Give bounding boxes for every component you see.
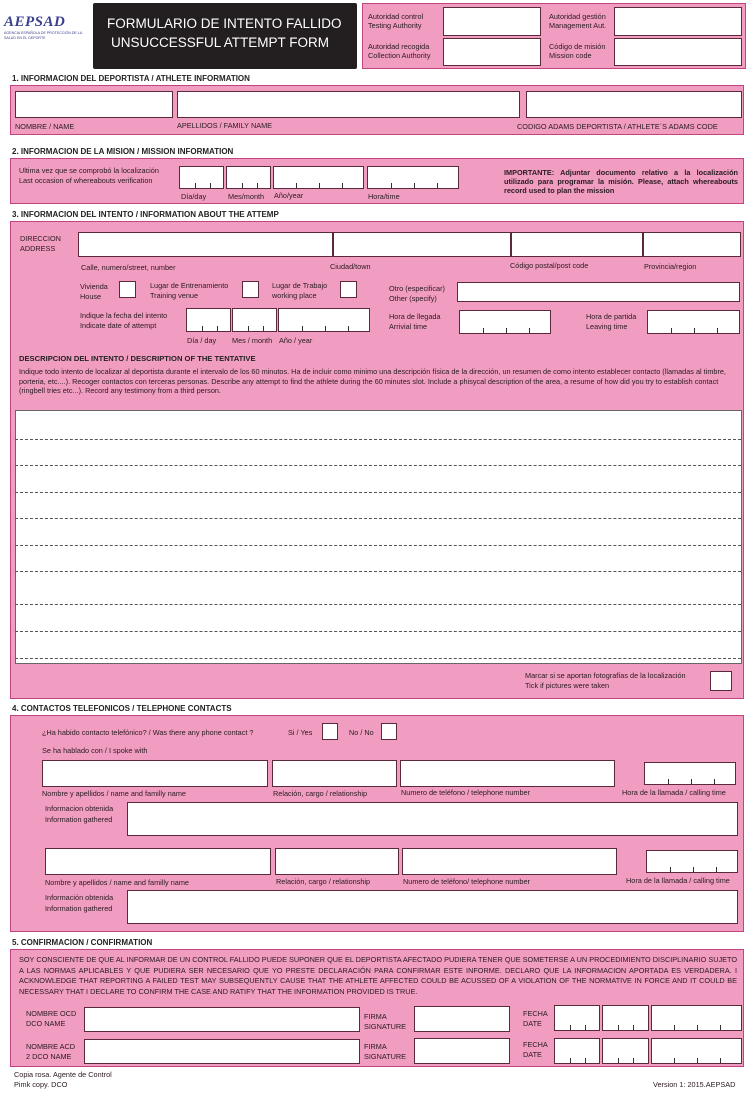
contact1-name-field[interactable] <box>42 760 268 787</box>
date2-year-field[interactable] <box>651 1038 742 1064</box>
section-3-title: 3. INFORMACION DEL INTENTO / INFORMATION ABOUT THE ATTEMP <box>12 210 279 219</box>
no-checkbox[interactable] <box>381 723 397 740</box>
working-place-checkbox[interactable] <box>340 281 357 298</box>
last-verification-year-field[interactable] <box>273 166 364 189</box>
athlete-family-name-label: APELLIDOS / FAMILY NAME <box>177 121 273 130</box>
description-field[interactable] <box>15 410 742 664</box>
contact2-calling-time-field[interactable] <box>646 850 738 873</box>
contact1-calling-time-label: Hora de la llamada / calling time <box>622 788 726 797</box>
contact1-relationship-label: Relación, cargo / relationship <box>273 789 368 798</box>
description-title: DESCRIPCION DEL INTENTO / DESCRIPTION OF THE TENTATIVE <box>19 354 256 363</box>
logo <box>4 14 90 50</box>
house-label: Vivienda House <box>80 282 108 301</box>
yes-checkbox[interactable] <box>322 723 338 740</box>
spoke-with-label: Se ha hablado con / I spoke with <box>42 746 148 755</box>
signature1-label: FIRMA SIGNATURE <box>364 1012 407 1031</box>
attempt-month-field[interactable] <box>232 308 277 332</box>
management-authority-label: Autoridad gestión Management Aut. <box>549 12 607 30</box>
athlete-adams-code-label: CODIGO ADAMS DEPORTISTA / ATHLETE´S ADAMS CODE <box>517 122 718 131</box>
date1-year-field[interactable] <box>651 1005 742 1031</box>
attempt-year-label: Año / year <box>279 336 313 345</box>
date1-day-field[interactable] <box>554 1005 600 1031</box>
section-2-title: 2. INFORMACION DE LA MISION / MISSION INFORMATION <box>12 147 234 156</box>
day-label: Día/day <box>181 192 207 201</box>
signature2-label: FIRMA SIGNATURE <box>364 1042 407 1061</box>
date2-day-field[interactable] <box>554 1038 600 1064</box>
province-label: Provincia/region <box>644 262 697 271</box>
photos-label: Marcar si se aportan fotografías de la localización Tick if pictures were taken <box>525 671 686 690</box>
contact2-name-label: Nombre y apellidos / name and familly name <box>45 878 189 887</box>
leaving-time-field[interactable] <box>647 310 740 334</box>
footer-copy-note: Copia rosa. Agente de Control Pimk copy. DCO <box>14 1070 112 1089</box>
contact2-name-field[interactable] <box>45 848 271 875</box>
attempt-day-label: Día / day <box>187 336 217 345</box>
year-label: Año/year <box>274 191 304 200</box>
contact2-calling-time-label: Hora de la llamada / calling time <box>626 876 730 885</box>
attempt-month-label: Mes / month <box>232 336 273 345</box>
last-verification-time-field[interactable] <box>367 166 459 189</box>
last-verification-month-field[interactable] <box>226 166 271 189</box>
attempt-year-field[interactable] <box>278 308 370 332</box>
section-4-title: 4. CONTACTOS TELEFONICOS / TELEPHONE CONTACTS <box>12 704 232 713</box>
signature1-field[interactable] <box>414 1006 510 1032</box>
mission-code-label: Código de misión Mission code <box>549 42 606 60</box>
contact1-info-field[interactable] <box>127 802 738 836</box>
testing-authority-label: Autoridad control Testing Authority <box>368 12 424 30</box>
confirmation-statement: SOY CONSCIENTE DE QUE AL INFORMAR DE UN CONTROL FALLIDO PUEDE SUPONER QUE EL DEPORTISTA AFECTADO PUDIERA TENER QUE SOMETERSE A UN PROCEDIMIENTO DISCIPLINARIO SUJETO A LAS NORMAS APLICABLES Y QUE PUDIERA SER NECESARIO QUE YO PRESTE DECLARACIÓN PARA CONFIRMAR ESTE INFORME. DECLARO QUE LA INFORMACION APORTADA ES VERDADERA. I ACKNOWLEDGE THAT REPORTING A FAILED TEST MAY SUBSEQUENTLY CAUSE THAT THE ATHLETE AFFECTED COULD BE ACUSSED OF A VIOLATION OF THE NORMATIVE IN FORCE AND IT COULD BE NECESSARY THAT I DECLARE TO CONFIRM THE CASE AND RATIFY THAT THE INFORMATION PROVIDED IS TRUE. <box>19 955 737 996</box>
collection-authority-field[interactable] <box>443 38 541 66</box>
contact2-info-field[interactable] <box>127 890 738 924</box>
dco1-name-field[interactable] <box>84 1007 360 1032</box>
address-label: DIRECCION ADDRESS <box>20 234 61 253</box>
section-1-title: 1. INFORMACION DEL DEPORTISTA / ATHLETE INFORMATION <box>12 74 250 83</box>
attempt-date-label: Indique la fecha del intento Indicate date of attempt <box>80 311 168 330</box>
title-en: UNSUCCESSFUL ATTEMPT FORM <box>111 35 330 50</box>
contact2-phone-label: Numero de teléfono/ telephone number <box>403 877 530 886</box>
phone-contact-question: ¿Ha habido contacto telefónico? / Was there any phone contact ? <box>42 728 254 737</box>
postal-code-field[interactable] <box>511 232 643 257</box>
athlete-name-label: NOMBRE / NAME <box>15 122 75 131</box>
contact1-calling-time-field[interactable] <box>644 762 736 785</box>
dco2-name-field[interactable] <box>84 1039 360 1064</box>
form-title-banner <box>93 3 357 69</box>
leaving-time-label: Hora de partida Leaving time <box>586 312 637 331</box>
last-verification-day-field[interactable] <box>179 166 224 189</box>
management-authority-field[interactable] <box>614 7 742 36</box>
description-instructions: Indique todo intento de localizar al deportista durante el intervalo de los 60 minutos. Ha de incluir como minimo una descripción física de la dirección, un resumen de como intento establecer contacto (llamadas al timbre, porteria, etc....). Recoger contactos con terceras personas. Describe any attempt to find the athlete during the 60 minutes slot. Include a phisycal description of the area, a resume of how did you try to establish contact (ringbell tries etc...). Record any testimony from a third person. <box>19 367 726 396</box>
working-place-label: Lugar de Trabajo working place <box>272 281 328 300</box>
date1-label: FECHA DATE <box>523 1009 548 1028</box>
city-label: Ciudad/town <box>330 262 371 271</box>
testing-authority-field[interactable] <box>443 7 541 36</box>
contact1-info-label: Informacion obtenida Information gathered <box>45 804 114 824</box>
logo-text: AEPSAD <box>4 14 66 30</box>
mission-code-field[interactable] <box>614 38 742 66</box>
training-venue-checkbox[interactable] <box>242 281 259 298</box>
other-label: Otro (especificar) Other (specify) <box>389 284 445 303</box>
contact1-name-label: Nombre y apellidos / name and familly name <box>42 789 186 798</box>
arrival-time-field[interactable] <box>459 310 551 334</box>
contact2-relationship-label: Relación, cargo / relationship <box>276 877 371 886</box>
collection-authority-label: Autoridad recogida Collection Authority <box>368 42 431 60</box>
time-label: Hora/time <box>368 192 400 201</box>
house-checkbox[interactable] <box>119 281 136 298</box>
street-label: Calle, numero/street, number <box>81 263 176 272</box>
section-5-title: 5. CONFIRMACION / CONFIRMATION <box>12 938 153 947</box>
important-note: IMPORTANTE: Adjuntar documento relativo a la localización utilizado para programar la misión. Please, attach whereabouts record used to plan the mission <box>504 168 738 195</box>
city-field[interactable] <box>333 232 511 257</box>
date2-label: FECHA DATE <box>523 1040 548 1059</box>
training-venue-label: Lugar de Entrenamiento Training venue <box>150 281 229 300</box>
photos-checkbox[interactable] <box>710 671 732 691</box>
other-field[interactable] <box>457 282 740 302</box>
contact1-relationship-field[interactable] <box>272 760 397 787</box>
contact2-relationship-field[interactable] <box>275 848 399 875</box>
athlete-name-field[interactable] <box>15 91 173 118</box>
date1-month-field[interactable] <box>602 1005 649 1031</box>
street-field[interactable] <box>78 232 333 257</box>
date2-month-field[interactable] <box>602 1038 649 1064</box>
contact2-phone-field[interactable] <box>402 848 617 875</box>
last-verification-label-en: Last occasion of whereabouts verification <box>19 176 153 185</box>
last-verification-label-es: Ultima vez que se comprobó la localización <box>19 166 159 175</box>
attempt-day-field[interactable] <box>186 308 231 332</box>
dco1-label: NOMBRE OCD DCO NAME <box>26 1009 77 1028</box>
yes-label: Si / Yes <box>288 728 313 737</box>
contact2-info-label: Información obtenida Information gathered <box>45 893 114 913</box>
month-label: Mes/month <box>228 192 265 201</box>
dco2-label: NOMBRE ACD 2 DCO NAME <box>26 1042 76 1061</box>
arrival-time-label: Hora de llegada Arrivial time <box>389 312 441 331</box>
province-field[interactable] <box>643 232 741 257</box>
title-es: FORMULARIO DE INTENTO FALLIDO <box>107 16 342 31</box>
signature2-field[interactable] <box>414 1038 510 1064</box>
postal-code-label: Código postal/post code <box>510 261 589 270</box>
contact1-phone-field[interactable] <box>400 760 615 787</box>
logo-subtitle: AGENCIA ESPAÑOLA DE PROTECCIÓN DE LA SALUD EN EL DEPORTE <box>4 31 83 40</box>
no-label: No / No <box>349 728 374 737</box>
athlete-adams-code-field[interactable] <box>526 91 742 118</box>
contact1-phone-label: Numero de teléfono / telephone number <box>401 788 530 797</box>
footer-version: Version 1: 2015.AEPSAD <box>653 1080 736 1089</box>
athlete-family-name-field[interactable] <box>177 91 520 118</box>
